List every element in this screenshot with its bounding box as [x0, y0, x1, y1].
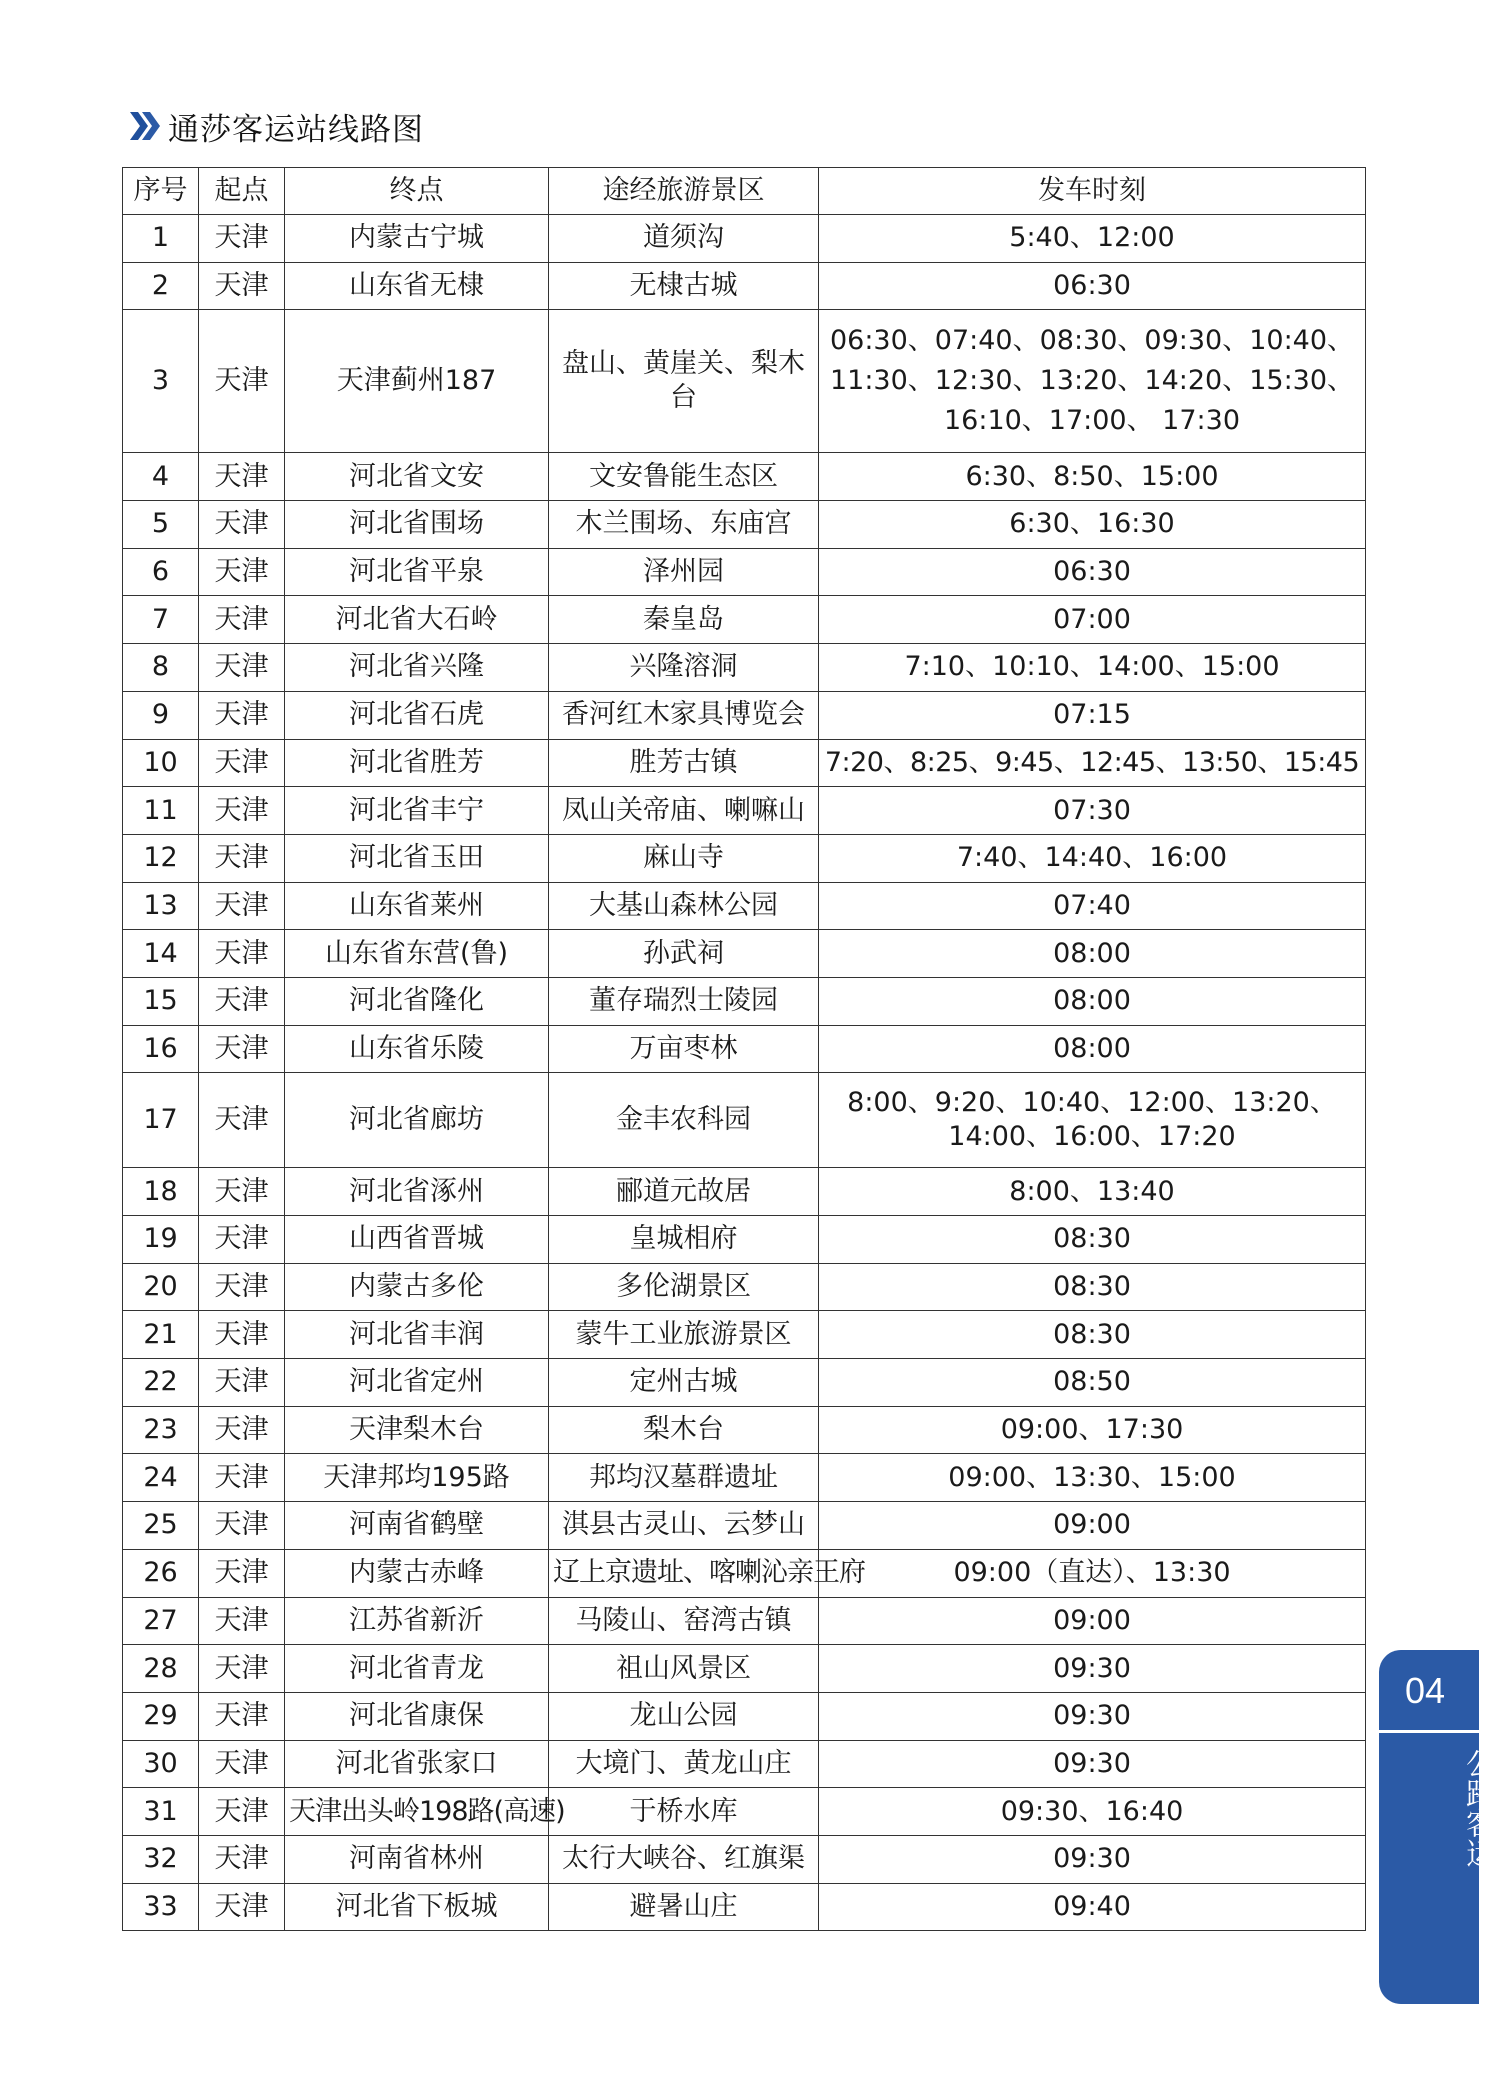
- row-number: 28: [123, 1645, 199, 1693]
- row-scenic-spots: 祖山风景区: [549, 1645, 819, 1693]
- row-scenic-spots: 郦道元故居: [549, 1168, 819, 1216]
- row-destination: 天津邦均195路: [285, 1454, 549, 1502]
- row-origin: 天津: [199, 1168, 285, 1216]
- table-row: [123, 1406, 1366, 1454]
- row-departure-times: 8:00、13:40: [819, 1168, 1366, 1216]
- row-origin: 天津: [199, 1406, 285, 1454]
- row-scenic-spots: 定州古城: [549, 1359, 819, 1407]
- table-row: [123, 1835, 1366, 1883]
- row-scenic-spots: 无棣古城: [549, 262, 819, 310]
- table-row: [123, 1883, 1366, 1931]
- row-departure-times: 09:30: [819, 1835, 1366, 1883]
- column-header-times: 发车时刻: [819, 168, 1366, 215]
- row-departure-times: 09:00、17:30: [819, 1406, 1366, 1454]
- row-origin: 天津: [199, 1025, 285, 1073]
- row-scenic-spots: 邦均汉墓群遗址: [549, 1454, 819, 1502]
- row-scenic-spots: 秦皇岛: [549, 596, 819, 644]
- row-scenic-spots: 大境门、黄龙山庄: [549, 1740, 819, 1788]
- row-departure-times: 08:30: [819, 1311, 1366, 1359]
- row-departure-times: 08:50: [819, 1359, 1366, 1407]
- row-origin: 天津: [199, 501, 285, 549]
- row-origin: 天津: [199, 1263, 285, 1311]
- row-origin: 天津: [199, 262, 285, 310]
- row-departure-times: 09:30: [819, 1692, 1366, 1740]
- table-row: [123, 1454, 1366, 1502]
- row-number: 5: [123, 501, 199, 549]
- row-scenic-spots: 木兰围场、东庙宫: [549, 501, 819, 549]
- row-departure-times: 07:40: [819, 882, 1366, 930]
- row-scenic-spots: 蒙牛工业旅游景区: [549, 1311, 819, 1359]
- row-destination: 山东省莱州: [285, 882, 549, 930]
- row-origin: 天津: [199, 1359, 285, 1407]
- row-origin: 天津: [199, 215, 285, 263]
- row-scenic-spots: 泽州园: [549, 548, 819, 596]
- row-scenic-spots: 皇城相府: [549, 1216, 819, 1264]
- table-row: [123, 310, 1366, 453]
- table-row: [123, 1216, 1366, 1264]
- section-divider: [1379, 1730, 1479, 1733]
- row-departure-times: 06:30、07:40、08:30、09:30、10:40、11:30、12:30、13:20、14:20、15:30、16:10、17:00、 17:30: [819, 310, 1366, 453]
- route-table: [122, 167, 1366, 1931]
- table-row: [123, 501, 1366, 549]
- row-origin: 天津: [199, 1454, 285, 1502]
- row-number: 6: [123, 548, 199, 596]
- row-number: 33: [123, 1883, 199, 1931]
- row-origin: 天津: [199, 930, 285, 978]
- row-scenic-spots: 大基山森林公园: [549, 882, 819, 930]
- row-destination: 河北省围场: [285, 501, 549, 549]
- row-scenic-spots: 避暑山庄: [549, 1883, 819, 1931]
- page-title: [130, 106, 424, 146]
- row-destination: 内蒙古多伦: [285, 1263, 549, 1311]
- row-number: 29: [123, 1692, 199, 1740]
- row-departure-times: 09:30、16:40: [819, 1788, 1366, 1836]
- row-number: 13: [123, 882, 199, 930]
- table-row: [123, 977, 1366, 1025]
- row-scenic-spots: 于桥水库: [549, 1788, 819, 1836]
- row-origin: 天津: [199, 1502, 285, 1550]
- row-departure-times: 09:30: [819, 1645, 1366, 1693]
- table-row: [123, 691, 1366, 739]
- row-destination: 山东省乐陵: [285, 1025, 549, 1073]
- row-origin: 天津: [199, 1311, 285, 1359]
- table-row: [123, 882, 1366, 930]
- row-destination: 河北省兴隆: [285, 644, 549, 692]
- row-scenic-spots: 香河红木家具博览会: [549, 691, 819, 739]
- row-scenic-spots: 万亩枣林: [549, 1025, 819, 1073]
- row-number: 11: [123, 787, 199, 835]
- table-row: [123, 1549, 1366, 1597]
- row-departure-times: 09:00: [819, 1502, 1366, 1550]
- row-number: 19: [123, 1216, 199, 1264]
- row-number: 2: [123, 262, 199, 310]
- row-number: 10: [123, 739, 199, 787]
- row-destination: 河北省张家口: [285, 1740, 549, 1788]
- table-row: [123, 1073, 1366, 1168]
- row-destination: 河北省文安: [285, 453, 549, 501]
- row-scenic-spots: 梨木台: [549, 1406, 819, 1454]
- column-header-via: 途经旅游景区: [549, 168, 819, 215]
- row-number: 31: [123, 1788, 199, 1836]
- table-row: [123, 1597, 1366, 1645]
- row-origin: 天津: [199, 1835, 285, 1883]
- row-number: 32: [123, 1835, 199, 1883]
- row-origin: 天津: [199, 1549, 285, 1597]
- row-origin: 天津: [199, 1073, 285, 1168]
- row-departure-times: 06:30: [819, 262, 1366, 310]
- row-destination: 天津蓟州187: [285, 310, 549, 453]
- row-origin: 天津: [199, 1645, 285, 1693]
- table-header-row: [123, 168, 1366, 215]
- table-row: [123, 1645, 1366, 1693]
- row-destination: 山东省无棣: [285, 262, 549, 310]
- row-number: 4: [123, 453, 199, 501]
- row-destination: 河北省青龙: [285, 1645, 549, 1693]
- row-origin: 天津: [199, 739, 285, 787]
- row-destination: 江苏省新沂: [285, 1597, 549, 1645]
- column-header-no: 序号: [123, 168, 199, 215]
- table-row: [123, 1788, 1366, 1836]
- row-departure-times: 09:00（直达）、13:30: [819, 1549, 1366, 1597]
- table-row: [123, 1359, 1366, 1407]
- row-origin: 天津: [199, 644, 285, 692]
- row-destination: 河北省玉田: [285, 834, 549, 882]
- row-origin: 天津: [199, 1597, 285, 1645]
- row-number: 16: [123, 1025, 199, 1073]
- row-destination: 河北省涿州: [285, 1168, 549, 1216]
- row-number: 9: [123, 691, 199, 739]
- row-destination: 河北省下板城: [285, 1883, 549, 1931]
- row-departure-times: 08:30: [819, 1216, 1366, 1264]
- row-departure-times: 7:10、10:10、14:00、15:00: [819, 644, 1366, 692]
- row-number: 17: [123, 1073, 199, 1168]
- row-number: 21: [123, 1311, 199, 1359]
- row-origin: 天津: [199, 1216, 285, 1264]
- row-number: 30: [123, 1740, 199, 1788]
- row-number: 1: [123, 215, 199, 263]
- section-label: 公路客运: [1460, 1748, 1495, 1868]
- row-departure-times: 06:30: [819, 548, 1366, 596]
- column-header-from: 起点: [199, 168, 285, 215]
- row-origin: 天津: [199, 548, 285, 596]
- row-scenic-spots: 麻山寺: [549, 834, 819, 882]
- section-number: 04: [1404, 1670, 1446, 1711]
- row-origin: 天津: [199, 1883, 285, 1931]
- table-row: [123, 834, 1366, 882]
- row-departure-times: 09:40: [819, 1883, 1366, 1931]
- row-destination: 河北省丰润: [285, 1311, 549, 1359]
- row-number: 27: [123, 1597, 199, 1645]
- row-origin: 天津: [199, 977, 285, 1025]
- table-row: [123, 1502, 1366, 1550]
- row-departure-times: 07:30: [819, 787, 1366, 835]
- row-number: 18: [123, 1168, 199, 1216]
- row-destination: 内蒙古赤峰: [285, 1549, 549, 1597]
- column-header-to: 终点: [285, 168, 549, 215]
- page-title-text: 通莎客运站线路图: [168, 111, 424, 148]
- row-destination: 河北省廊坊: [285, 1073, 549, 1168]
- table-row: [123, 1740, 1366, 1788]
- row-destination: 天津梨木台: [285, 1406, 549, 1454]
- row-scenic-spots: 胜芳古镇: [549, 739, 819, 787]
- table-row: [123, 596, 1366, 644]
- table-row: [123, 215, 1366, 263]
- row-scenic-spots: 孙武祠: [549, 930, 819, 978]
- row-destination: 河北省胜芳: [285, 739, 549, 787]
- row-number: 26: [123, 1549, 199, 1597]
- row-origin: 天津: [199, 596, 285, 644]
- row-destination: 河北省隆化: [285, 977, 549, 1025]
- row-departure-times: 7:40、14:40、16:00: [819, 834, 1366, 882]
- row-scenic-spots: 盘山、黄崖关、梨木台: [549, 310, 819, 453]
- row-destination: 山西省晋城: [285, 1216, 549, 1264]
- row-scenic-spots: 马陵山、窑湾古镇: [549, 1597, 819, 1645]
- row-departure-times: 08:00: [819, 977, 1366, 1025]
- row-origin: 天津: [199, 691, 285, 739]
- row-scenic-spots: 兴隆溶洞: [549, 644, 819, 692]
- row-departure-times: 08:00: [819, 930, 1366, 978]
- row-destination: 山东省东营(鲁): [285, 930, 549, 978]
- row-departure-times: 09:00: [819, 1597, 1366, 1645]
- row-scenic-spots: 凤山关帝庙、喇嘛山: [549, 787, 819, 835]
- row-departure-times: 8:00、9:20、10:40、12:00、13:20、14:00、16:00、17:20: [819, 1073, 1366, 1168]
- row-number: 24: [123, 1454, 199, 1502]
- row-origin: 天津: [199, 1788, 285, 1836]
- row-scenic-spots: 文安鲁能生态区: [549, 453, 819, 501]
- row-departure-times: 07:15: [819, 691, 1366, 739]
- table-row: [123, 930, 1366, 978]
- table-row: [123, 1692, 1366, 1740]
- row-number: 12: [123, 834, 199, 882]
- row-origin: 天津: [199, 834, 285, 882]
- row-scenic-spots: 太行大峡谷、红旗渠: [549, 1835, 819, 1883]
- double-chevron-right-icon: [130, 112, 160, 140]
- table-row: [123, 644, 1366, 692]
- table-row: [123, 548, 1366, 596]
- row-destination: 河北省石虎: [285, 691, 549, 739]
- table-row: [123, 262, 1366, 310]
- row-departure-times: 08:30: [819, 1263, 1366, 1311]
- row-scenic-spots: 董存瑞烈士陵园: [549, 977, 819, 1025]
- row-scenic-spots: 淇县古灵山、云梦山: [549, 1502, 819, 1550]
- row-number: 22: [123, 1359, 199, 1407]
- row-departure-times: 5:40、12:00: [819, 215, 1366, 263]
- row-departure-times: 09:00、13:30、15:00: [819, 1454, 1366, 1502]
- row-destination: 河南省鹤壁: [285, 1502, 549, 1550]
- row-origin: 天津: [199, 310, 285, 453]
- row-number: 14: [123, 930, 199, 978]
- table-row: [123, 1311, 1366, 1359]
- table-row: [123, 1025, 1366, 1073]
- row-departure-times: 7:20、8:25、9:45、12:45、13:50、15:45: [819, 739, 1366, 787]
- row-scenic-spots: 道须沟: [549, 215, 819, 263]
- row-destination: 河北省大石岭: [285, 596, 549, 644]
- row-destination: 河北省平泉: [285, 548, 549, 596]
- row-number: 8: [123, 644, 199, 692]
- row-destination: 河北省定州: [285, 1359, 549, 1407]
- row-departure-times: 6:30、16:30: [819, 501, 1366, 549]
- row-destination: 河南省林州: [285, 1835, 549, 1883]
- row-number: 3: [123, 310, 199, 453]
- row-scenic-spots: 辽上京遗址、喀喇沁亲王府: [549, 1549, 819, 1597]
- row-number: 20: [123, 1263, 199, 1311]
- row-scenic-spots: 多伦湖景区: [549, 1263, 819, 1311]
- row-destination: 河北省丰宁: [285, 787, 549, 835]
- row-destination: 河北省康保: [285, 1692, 549, 1740]
- row-departure-times: 6:30、8:50、15:00: [819, 453, 1366, 501]
- table-row: [123, 1263, 1366, 1311]
- table-row: [123, 787, 1366, 835]
- row-origin: 天津: [199, 882, 285, 930]
- table-row: [123, 739, 1366, 787]
- row-scenic-spots: 金丰农科园: [549, 1073, 819, 1168]
- row-number: 23: [123, 1406, 199, 1454]
- row-origin: 天津: [199, 453, 285, 501]
- row-destination: 天津出头岭198路(高速): [285, 1788, 549, 1836]
- section-side-tab: [1379, 1650, 1495, 2004]
- row-destination: 内蒙古宁城: [285, 215, 549, 263]
- row-number: 25: [123, 1502, 199, 1550]
- row-departure-times: 07:00: [819, 596, 1366, 644]
- row-scenic-spots: 龙山公园: [549, 1692, 819, 1740]
- row-origin: 天津: [199, 1740, 285, 1788]
- row-number: 15: [123, 977, 199, 1025]
- row-departure-times: 09:30: [819, 1740, 1366, 1788]
- row-departure-times: 08:00: [819, 1025, 1366, 1073]
- table-row: [123, 1168, 1366, 1216]
- row-origin: 天津: [199, 1692, 285, 1740]
- row-number: 7: [123, 596, 199, 644]
- table-row: [123, 453, 1366, 501]
- row-origin: 天津: [199, 787, 285, 835]
